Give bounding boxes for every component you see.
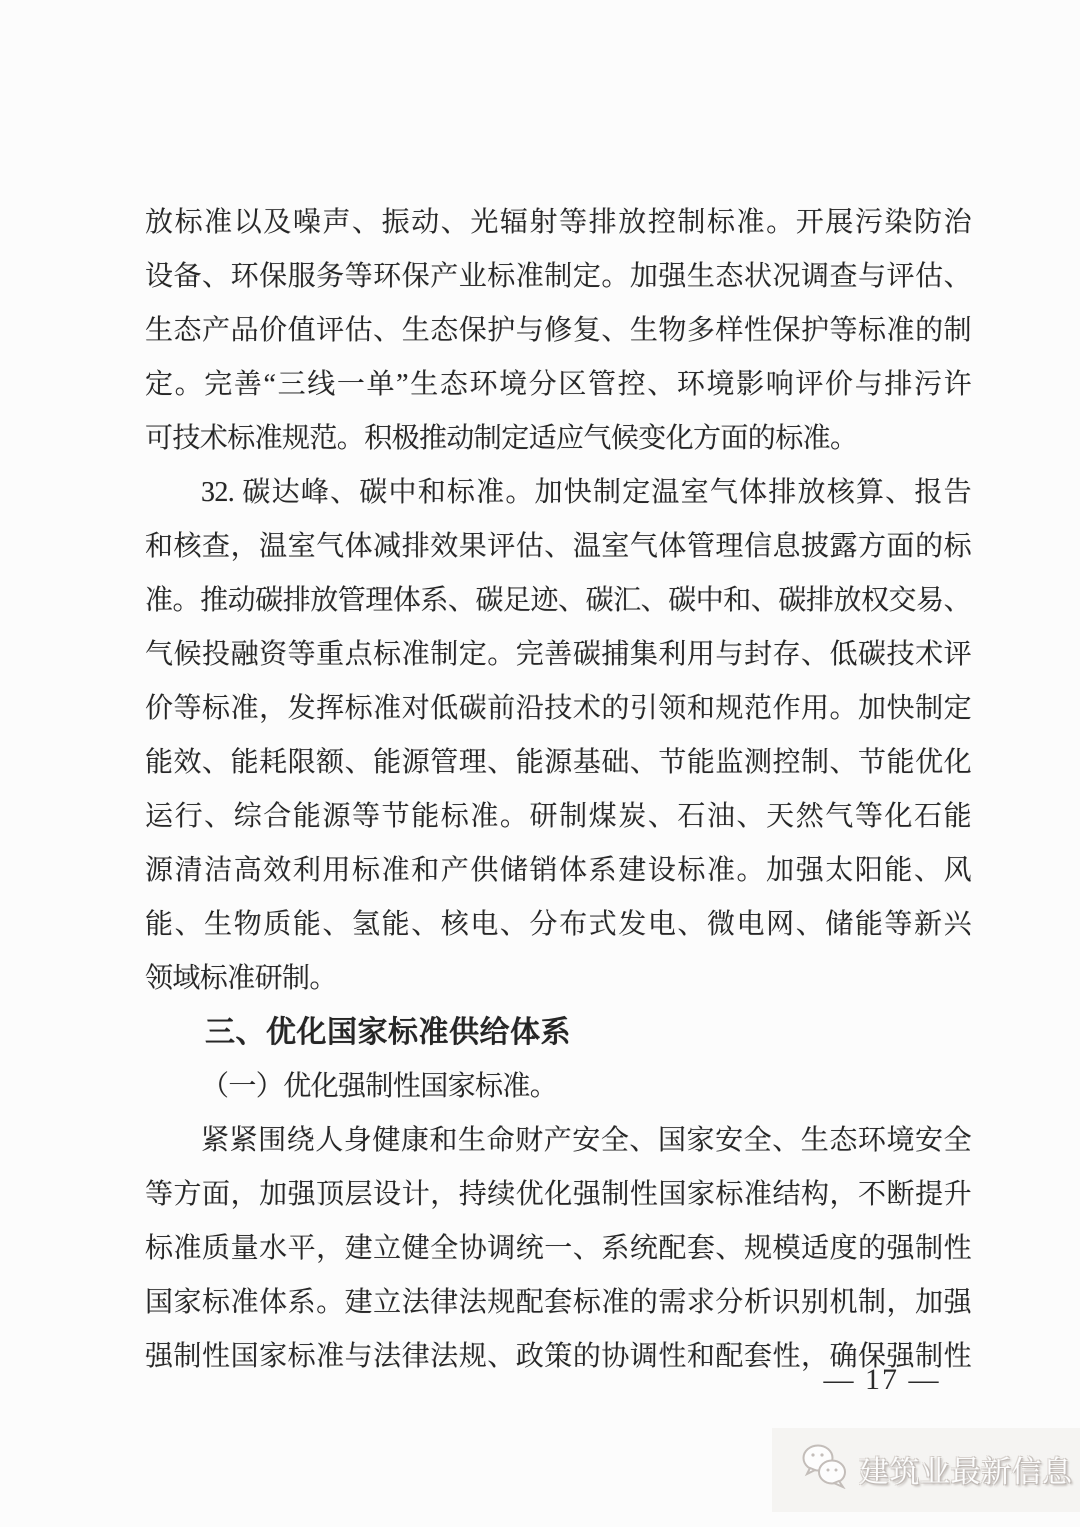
document-text-block: [145, 196, 971, 1384]
text-line: 气候投融资等重点标准制定。完善碳捕集利用与封存、低碳技术评: [145, 639, 971, 670]
page-number: — 17 —: [823, 1363, 941, 1396]
section-heading: 三、优化国家标准供给体系: [205, 1016, 571, 1049]
text-line: 紧紧围绕人身健康和生命财产安全、国家安全、生态环境安全: [201, 1125, 971, 1156]
watermark: [800, 1443, 1073, 1494]
text-line: 标准质量水平，建立健全协调统一、系统配套、规模适度的强制性: [145, 1233, 971, 1264]
text-line: 定。完善“三线一单”生态环境分区管控、环境影响评价与排污许: [145, 369, 971, 400]
text-line: 运行、综合能源等节能标准。研制煤炭、石油、天然气等化石能: [145, 801, 971, 832]
wechat-chat-bubbles-icon: [800, 1443, 850, 1494]
subsection-heading: （一）优化强制性国家标准。: [201, 1071, 558, 1102]
text-line: 国家标准体系。建立法律法规配套标准的需求分析识别机制，加强: [145, 1287, 971, 1318]
text-line: 设备、环保服务等环保产业标准制定。加强生态状况调查与评估、: [145, 261, 971, 292]
text-line: 可技术标准规范。积极推动制定适应气候变化方面的标准。: [145, 423, 858, 454]
text-line: 和核查，温室气体减排效果评估、温室气体管理信息披露方面的标: [145, 531, 971, 562]
text-line: 能、生物质能、氢能、核电、分布式发电、微电网、储能等新兴: [145, 909, 971, 940]
text-line: 放标准以及噪声、振动、光辐射等排放控制标准。开展污染防治: [145, 207, 971, 238]
text-line: 能效、能耗限额、能源管理、能源基础、节能监测控制、节能优化: [145, 747, 971, 778]
watermark-text: 建筑业最新信息: [859, 1455, 1073, 1489]
text-line: 源清洁高效利用标准和产供储销体系建设标准。加强太阳能、风: [145, 855, 971, 886]
text-line-item-32: 32. 碳达峰、碳中和标准。加快制定温室气体排放核算、报告: [201, 477, 971, 508]
text-line: 领域标准研制。: [145, 963, 337, 994]
text-line: 准。推动碳排放管理体系、碳足迹、碳汇、碳中和、碳排放权交易、: [145, 585, 971, 616]
text-line: 价等标准，发挥标准对低碳前沿技术的引领和规范作用。加快制定: [145, 693, 971, 724]
text-line: 等方面，加强顶层设计，持续优化强制性国家标准结构，不断提升: [145, 1179, 971, 1210]
text-line: 生态产品价值评估、生态保护与修复、生物多样性保护等标准的制: [145, 315, 971, 346]
text-line: 强制性国家标准与法律法规、政策的协调性和配套性，确保强制性: [145, 1341, 971, 1372]
